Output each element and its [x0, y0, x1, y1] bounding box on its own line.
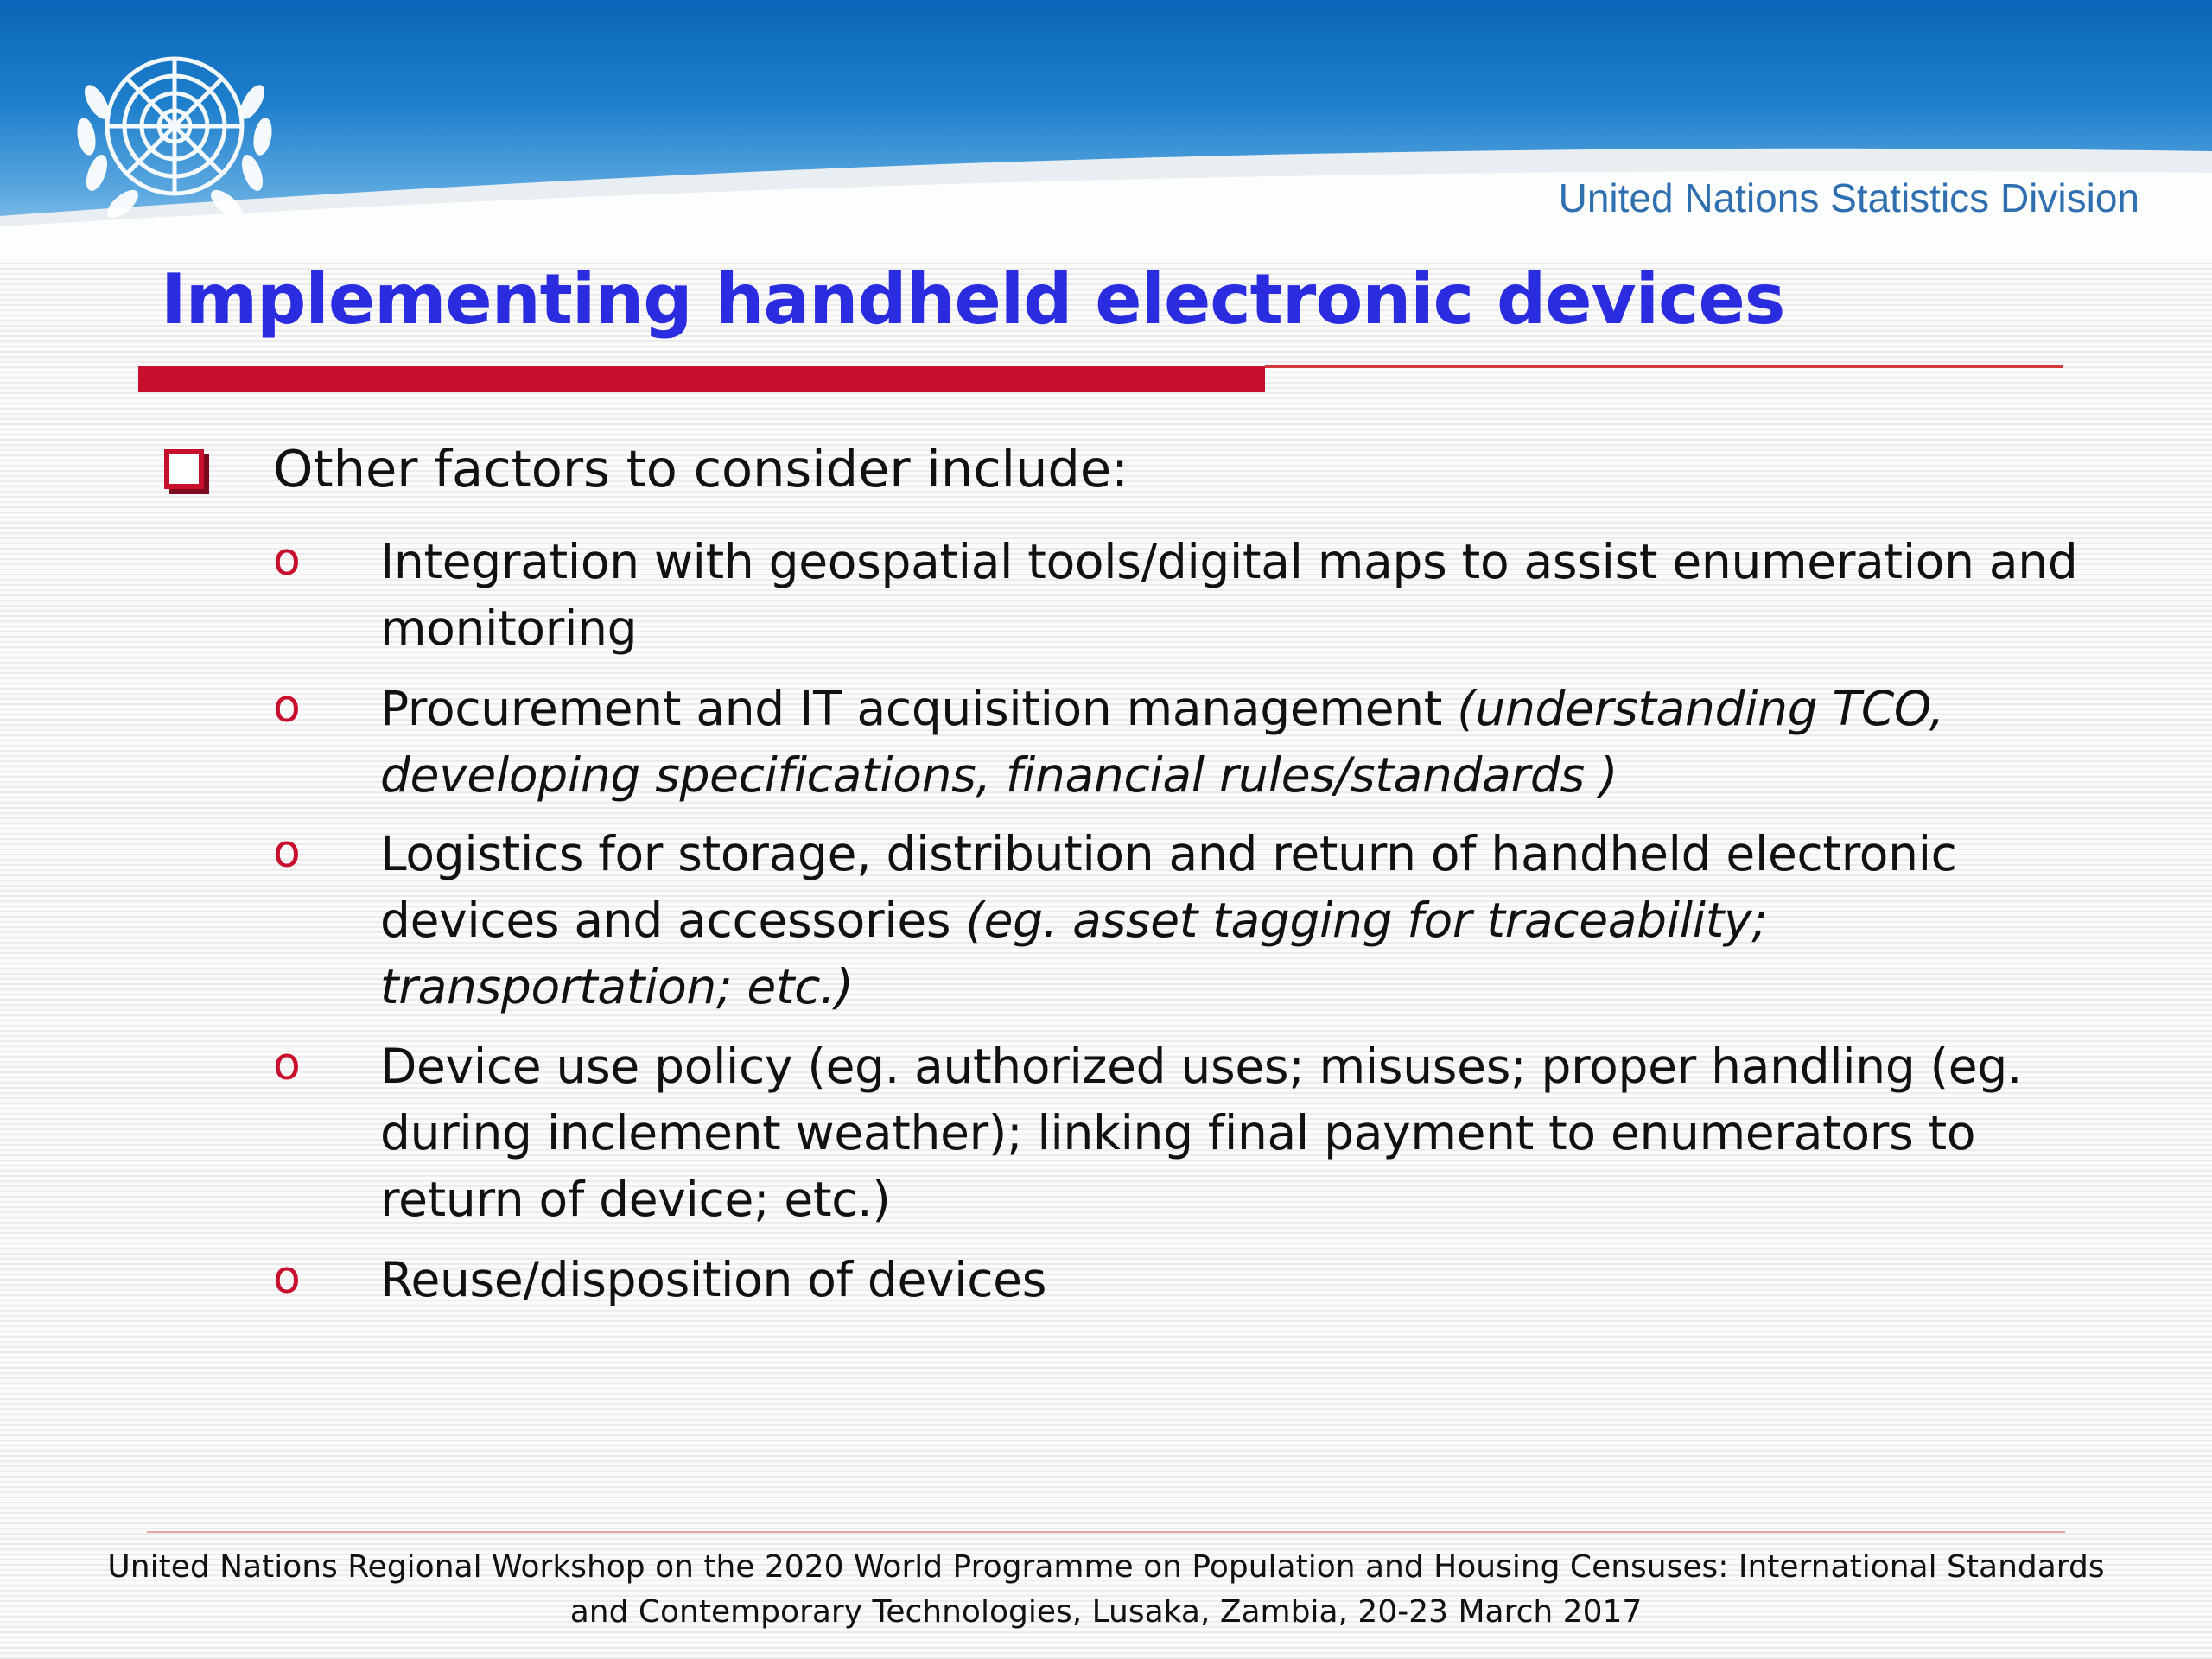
division-name: United Nations Statistics Division	[1558, 175, 2139, 220]
circle-bullet-icon: o	[273, 1039, 301, 1090]
list-item-text: Integration with geospatial tools/digital maps to assist enumeration and monitoring	[380, 534, 2078, 656]
circle-bullet-icon: o	[273, 681, 301, 733]
footer-line-2: and Contemporary Technologies, Lusaka, Zambia, 20-23 March 2017	[569, 1594, 1643, 1630]
list-item-text: Procurement and IT acquisition management (understanding TCO, developing specifications, financial rules/standards )	[380, 681, 1944, 803]
circle-bullet-icon: o	[273, 826, 301, 878]
list-item-text: Reuse/disposition of devices	[380, 1252, 1047, 1307]
circle-bullet-icon: o	[273, 534, 301, 586]
footer-text	[104, 1545, 2108, 1635]
circle-bullet-icon: o	[273, 1252, 301, 1304]
list-item-text: Device use policy (eg. authorized uses; misuses; proper handling (eg. during inclement weather); linking final payment to enumerators to return of device; etc.)	[380, 1039, 2023, 1227]
square-bullet-icon	[164, 449, 204, 489]
footer-line-1: United Nations Regional Workshop on the 2020 World Programme on Population and Housing Censuses: International Standards	[107, 1549, 2105, 1585]
main-bullet-text: Other factors to consider include:	[273, 439, 1129, 499]
list-item-text: Logistics for storage, distribution and return of handheld electronic devices and accessories (eg. asset tagging for traceability; transportation; etc.)	[380, 826, 1957, 1014]
slide-title: Implementing handheld electronic devices	[161, 259, 1785, 340]
footer-divider	[147, 1531, 2065, 1533]
